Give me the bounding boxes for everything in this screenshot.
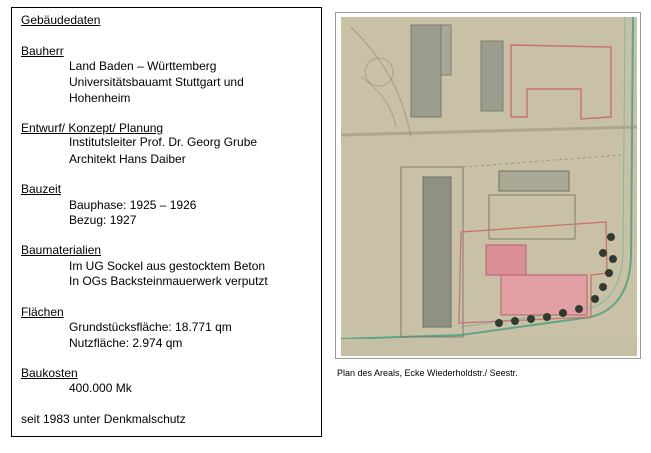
section-line: Grundstücksfläche: 18.771 qm	[69, 320, 232, 334]
section-line: Im UG Sockel aus gestocktem Beton	[69, 259, 266, 273]
section-line: In OGs Backsteinmauerwerk verputzt	[69, 274, 268, 288]
building-data-panel	[11, 7, 322, 437]
section-line: Land Baden – Württemberg	[69, 59, 217, 73]
monument-protection-note: seit 1983 unter Denkmalschutz	[21, 412, 186, 426]
section-heading-flaechen: Flächen	[21, 305, 64, 319]
section-heading-bauherr: Bauherr	[21, 44, 64, 58]
site-plan-image	[341, 17, 637, 356]
panel-title: Gebäudedaten	[21, 13, 101, 27]
section-line: Hohenheim	[69, 91, 131, 105]
section-line: Nutzfläche: 2.974 qm	[69, 336, 183, 350]
section-line: Bauphase: 1925 – 1926	[69, 198, 197, 212]
section-heading-bauzeit: Bauzeit	[21, 182, 62, 196]
section-heading-baumaterialien: Baumaterialien	[21, 243, 102, 257]
section-heading-baukosten: Baukosten	[21, 366, 78, 380]
section-line: 400.000 Mk	[69, 381, 132, 395]
section-line: Universitätsbauamt Stuttgart und	[69, 75, 244, 89]
section-line: Institutsleiter Prof. Dr. Georg Grube	[69, 135, 258, 149]
section-heading-entwurf: Entwurf/ Konzept/ Planung	[21, 121, 164, 135]
section-line: Bezug: 1927	[69, 213, 137, 227]
section-line: Architekt Hans Daiber	[69, 152, 186, 166]
site-plan-figure	[335, 12, 641, 359]
figure-caption: Plan des Areals, Ecke Wiederholdstr./ Seestr.	[337, 368, 518, 378]
